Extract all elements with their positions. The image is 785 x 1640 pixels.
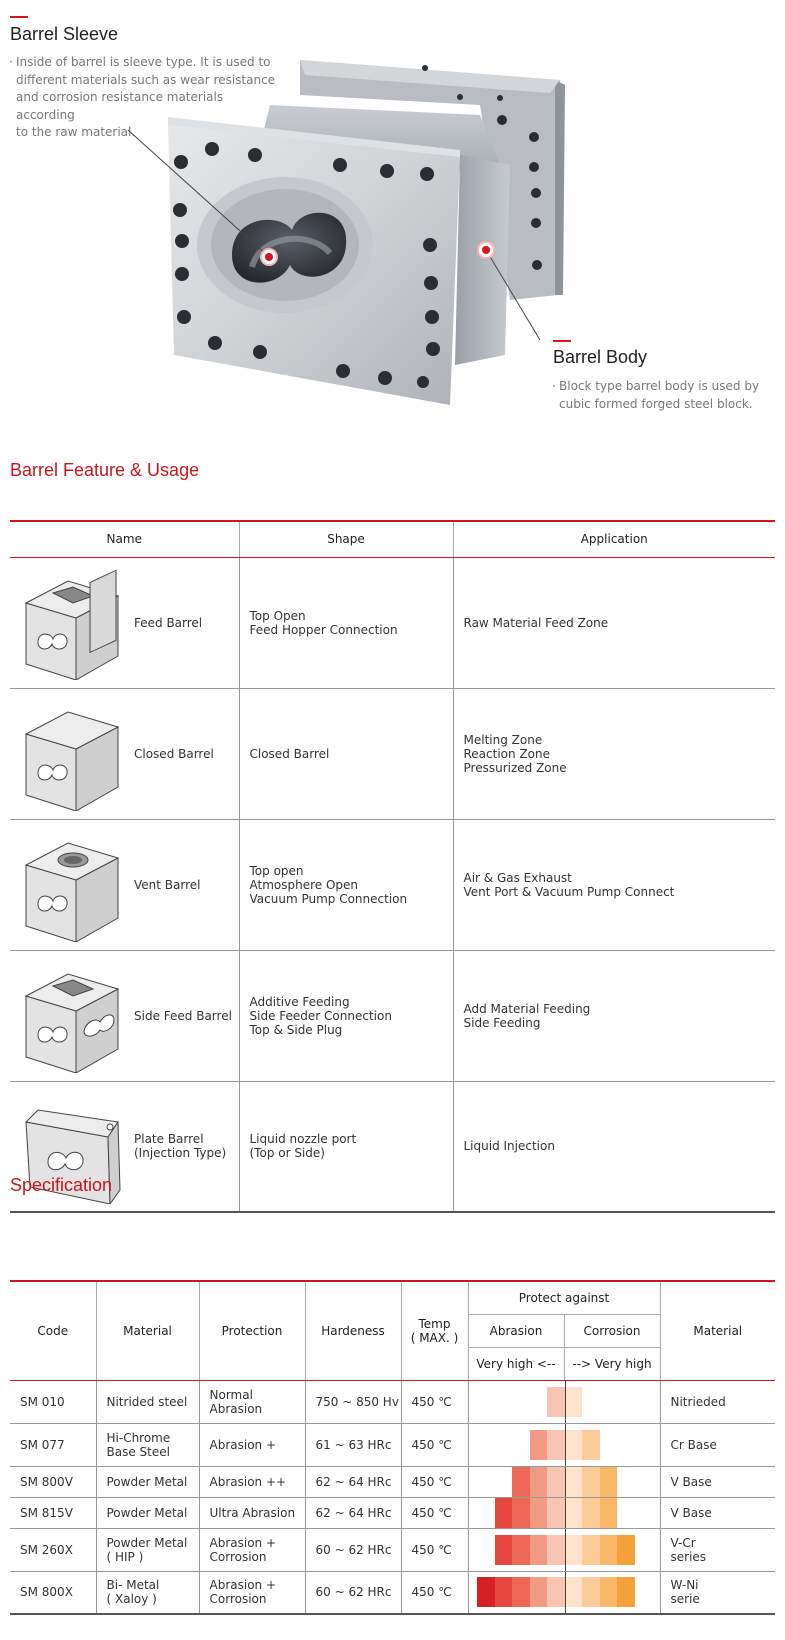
application-header: Application	[453, 521, 775, 557]
callout-lines	[120, 120, 550, 350]
hardness-header: Hardeness	[305, 1281, 401, 1380]
spec-table	[10, 1280, 775, 1615]
protection-bar	[468, 1528, 660, 1571]
abrasion-segment	[530, 1577, 548, 1607]
feature-row	[10, 1081, 775, 1212]
abrasion-segment	[495, 1577, 513, 1607]
spec-code: SM 800V	[10, 1466, 96, 1497]
spec-temp: 450 ℃	[401, 1466, 468, 1497]
spec-temp: 450 ℃	[401, 1528, 468, 1571]
feature-name: Feed Barrel	[134, 615, 203, 630]
spec-hardness: 60 ~ 62 HRc	[305, 1571, 401, 1614]
corrosion-segment	[565, 1430, 583, 1460]
feature-section-title: Barrel Feature & Usage	[10, 460, 200, 480]
spec-row	[10, 1497, 775, 1528]
scale-center-line	[565, 1529, 566, 1571]
feature-name-cell	[10, 950, 239, 1081]
spec-hardness: 62 ~ 64 HRc	[305, 1497, 401, 1528]
feature-row	[10, 950, 775, 1081]
abrasion-segment	[530, 1498, 548, 1528]
spec-material2: W-Ni serie	[670, 1578, 700, 1607]
section-marker	[553, 340, 571, 342]
scale-center-line	[565, 1381, 566, 1423]
abrasion-segment	[512, 1467, 530, 1497]
spec-material2: Nitrieded	[660, 1380, 775, 1423]
corrosion-segment	[600, 1535, 618, 1565]
abrasion-segment	[530, 1467, 548, 1497]
corrosion-segment	[565, 1535, 583, 1565]
feature-name-cell	[10, 819, 239, 950]
barrel-sleeve-marker	[260, 248, 278, 266]
spec-material2: Cr Base	[660, 1423, 775, 1466]
corrosion-segment	[565, 1498, 583, 1528]
feature-application-cell: Liquid Injection	[463, 1139, 555, 1154]
barrel-sleeve-title: Barrel Sleeve	[10, 24, 119, 44]
spec-material2: V-Cr series	[660, 1528, 775, 1571]
spec-material: Powder Metal	[96, 1497, 199, 1528]
spec-material2: V Base	[660, 1466, 775, 1497]
corrosion-segment	[565, 1467, 583, 1497]
scale-center-line	[565, 1424, 566, 1466]
spec-protection: Abrasion + Corrosion	[199, 1528, 305, 1571]
closed-barrel-icon	[18, 699, 128, 811]
scale-center-line	[565, 1572, 566, 1614]
abrasion-segment	[547, 1535, 565, 1565]
name-header: Name	[10, 521, 239, 557]
abrasion-segment	[512, 1577, 530, 1607]
temp-header: Temp ( MAX. )	[401, 1281, 468, 1380]
spec-hardness: 62 ~ 64 HRc	[305, 1466, 401, 1497]
corrosion-segment	[582, 1535, 600, 1565]
spec-temp: 450 ℃	[401, 1497, 468, 1528]
feed-barrel-icon	[18, 568, 128, 680]
abrasion-segment	[547, 1577, 565, 1607]
spec-temp: 450 ℃	[401, 1571, 468, 1614]
feature-row	[10, 819, 775, 950]
feature-name: Vent Barrel	[134, 877, 201, 892]
spec-row	[10, 1466, 775, 1497]
spec-code: SM 010	[10, 1380, 96, 1423]
spec-hardness: 750 ~ 850 Hv	[305, 1380, 401, 1423]
spec-code: SM 815V	[10, 1497, 96, 1528]
corrosion-segment	[582, 1498, 600, 1528]
spec-protection: Abrasion ++	[199, 1466, 305, 1497]
corrosion-segment	[600, 1577, 618, 1607]
abrasion-segment	[512, 1535, 530, 1565]
protection-header: Protection	[199, 1281, 305, 1380]
feature-table	[10, 520, 775, 1213]
spec-protection: Abrasion + Corrosion	[199, 1571, 305, 1614]
corrosion-segment	[617, 1535, 635, 1565]
spec-row	[10, 1528, 775, 1571]
abrasion-segment	[512, 1498, 530, 1528]
spec-protection: Normal Abrasion	[199, 1380, 305, 1423]
abrasion-segment	[530, 1535, 548, 1565]
feature-name: Closed Barrel	[134, 746, 214, 761]
barrel-body-description: · Block type barrel body is used by cubic formed forged steel block.	[552, 379, 760, 411]
protection-bar	[468, 1571, 660, 1614]
feature-shape-cell: Top Open Feed Hopper Connection	[239, 557, 453, 688]
feature-name: Plate Barrel (Injection Type)	[134, 1132, 227, 1161]
corrosion-segment	[582, 1467, 600, 1497]
feature-shape-cell: Liquid nozzle port (Top or Side)	[239, 1081, 453, 1212]
protection-bar	[468, 1380, 660, 1423]
feature-name-cell	[10, 557, 239, 688]
spec-row	[10, 1571, 775, 1614]
section-marker	[10, 16, 28, 18]
shape-header: Shape	[239, 521, 453, 557]
abrasion-segment	[547, 1387, 565, 1417]
abrasion-segment	[495, 1498, 513, 1528]
feature-name-cell	[10, 688, 239, 819]
spec-material: Nitrided steel	[96, 1380, 199, 1423]
barrel-sleeve-description: · Inside of barrel is sleeve type. It is used to different materials such as wear resistance and corrosion resistance materials according to the raw material.	[9, 55, 276, 139]
protection-bar	[468, 1423, 660, 1466]
corrosion-segment	[600, 1467, 618, 1497]
protection-bar	[468, 1466, 660, 1497]
scale-center-line	[565, 1498, 566, 1528]
abrasion-segment	[530, 1430, 548, 1460]
feature-application-cell: Raw Material Feed Zone	[453, 557, 775, 688]
abrasion-header: Abrasion	[468, 1314, 564, 1347]
feature-name: Side Feed Barrel	[134, 1008, 232, 1023]
barrel-body-title: Barrel Body	[553, 347, 648, 367]
abrasion-scale-label: Very high <--	[468, 1347, 564, 1380]
feature-application-cell: Add Material Feeding Side Feeding	[453, 950, 775, 1081]
abrasion-segment	[477, 1577, 495, 1607]
spec-material2: V Base	[660, 1497, 775, 1528]
feature-row	[10, 557, 775, 688]
abrasion-segment	[547, 1467, 565, 1497]
corrosion-segment	[565, 1387, 583, 1417]
spec-material: Hi-Chrome Base Steel	[96, 1423, 199, 1466]
abrasion-segment	[547, 1430, 565, 1460]
spec-hardness: 60 ~ 62 HRc	[305, 1528, 401, 1571]
barrel-body-marker	[477, 241, 495, 259]
spec-material: Powder Metal	[96, 1466, 199, 1497]
protect-against-header: Protect against	[468, 1281, 660, 1314]
scale-center-line	[565, 1467, 566, 1497]
corrosion-scale-label: --> Very high	[564, 1347, 660, 1380]
abrasion-segment	[495, 1535, 513, 1565]
spec-code: SM 800X	[10, 1571, 96, 1614]
spec-protection: Ultra Abrasion	[199, 1497, 305, 1528]
corrosion-segment	[582, 1577, 600, 1607]
abrasion-segment	[547, 1498, 565, 1528]
spec-material: Powder Metal ( HIP )	[96, 1528, 199, 1571]
spec-hardness: 61 ~ 63 HRc	[305, 1423, 401, 1466]
corrosion-segment	[600, 1498, 618, 1528]
material2-header: Material	[660, 1281, 775, 1380]
spec-protection: Abrasion +	[199, 1423, 305, 1466]
vent-barrel-icon	[18, 830, 128, 942]
corrosion-segment	[565, 1577, 583, 1607]
protection-bar	[468, 1497, 660, 1528]
spec-row	[10, 1380, 775, 1423]
feature-row	[10, 688, 775, 819]
spec-material: Bi- Metal ( Xaloy )	[96, 1571, 199, 1614]
spec-code: SM 260X	[10, 1528, 96, 1571]
material-header: Material	[96, 1281, 199, 1380]
feature-shape-cell: Additive Feeding Side Feeder Connection Top & Side Plug	[239, 950, 453, 1081]
corrosion-header: Corrosion	[564, 1314, 660, 1347]
feature-application-cell: Air & Gas Exhaust Vent Port & Vacuum Pump Connect	[453, 819, 775, 950]
code-header: Code	[10, 1281, 96, 1380]
side-feed-barrel-icon	[18, 961, 128, 1073]
feature-shape-cell: Top open Atmosphere Open Vacuum Pump Connection	[239, 819, 453, 950]
corrosion-segment	[582, 1430, 600, 1460]
spec-temp: 450 ℃	[401, 1423, 468, 1466]
corrosion-segment	[617, 1577, 635, 1607]
spec-section-title: Specification	[10, 1175, 113, 1195]
spec-temp: 450 ℃	[401, 1380, 468, 1423]
spec-code: SM 077	[10, 1423, 96, 1466]
feature-shape-cell: Closed Barrel	[239, 688, 453, 819]
feature-application-cell: Melting Zone Reaction Zone Pressurized Zone	[453, 688, 775, 819]
spec-row	[10, 1423, 775, 1466]
